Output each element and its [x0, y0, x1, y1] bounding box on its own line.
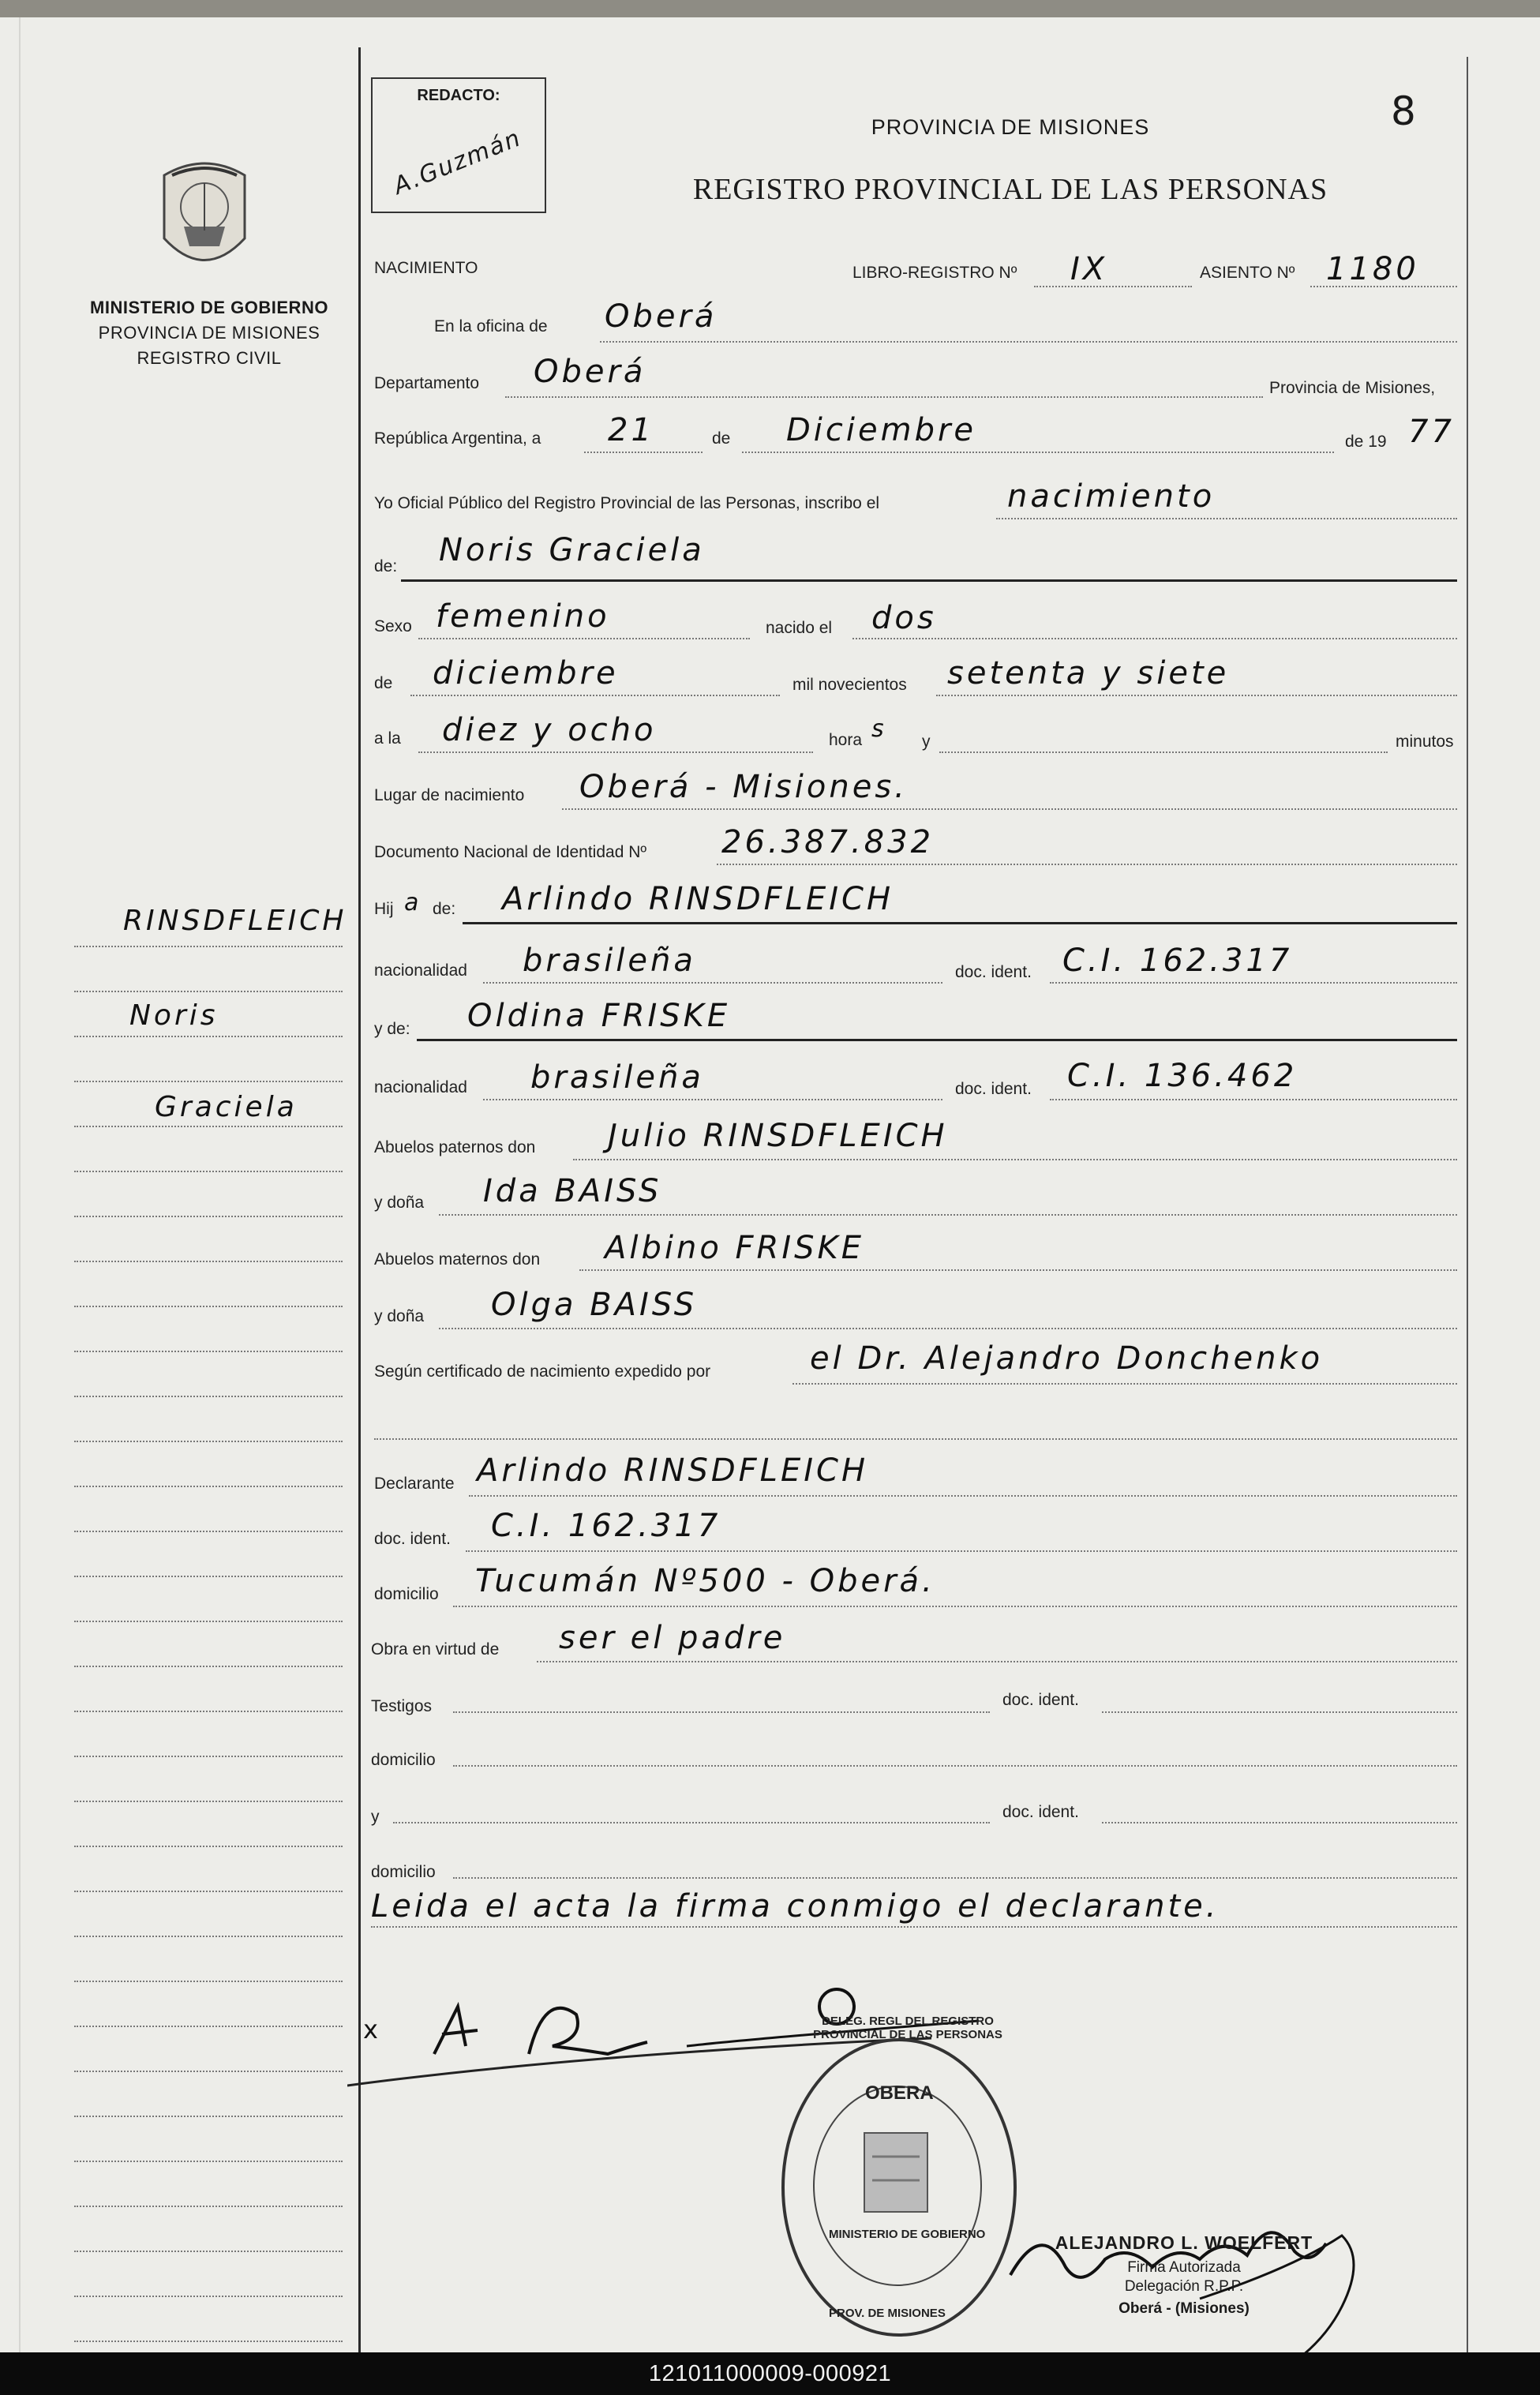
dotted-line: [439, 1214, 1457, 1216]
margin-dotted-line: [74, 1981, 343, 1982]
de-label-2: de: [374, 674, 393, 692]
nac-padre-value: brasileña: [523, 943, 696, 979]
anio-label: de 19: [1345, 433, 1387, 451]
minutos-label: minutos: [1396, 733, 1454, 751]
coat-of-arms-icon: [148, 152, 260, 286]
ministry-province: PROVINCIA DE MISIONES: [98, 323, 320, 343]
dotted-line: [936, 695, 1457, 696]
ministry-name: MINISTERIO DE GOBIERNO: [90, 298, 328, 317]
abuelo-pat-value: Julio RINSDFLEICH: [608, 1118, 948, 1154]
dotted-line: [600, 341, 1457, 343]
margin-dotted-line: [74, 1711, 343, 1712]
doc-decl-label: doc. ident.: [374, 1530, 451, 1548]
departamento-value: Oberá: [534, 354, 646, 390]
nac-madre-label: nacionalidad: [374, 1078, 467, 1096]
margin-dotted-line: [74, 1171, 343, 1172]
solid-line: [401, 579, 1457, 582]
domicilio-testigo1-label: domicilio: [371, 1751, 436, 1769]
doc-padre-label: doc. ident.: [955, 963, 1032, 981]
record-type-label: NACIMIENTO: [374, 259, 478, 277]
departamento-label: Departamento: [374, 374, 480, 392]
nacido-value: dos: [871, 600, 937, 636]
declarante-label: Declarante: [374, 1475, 455, 1493]
abuela-mat-value: Olga BAISS: [491, 1287, 698, 1323]
oficina-value: Oberá: [605, 298, 718, 335]
declarante-mark: x: [363, 2015, 381, 2045]
anio-value: 77: [1408, 414, 1455, 450]
dotted-line: [374, 1438, 1457, 1440]
hij-suffix: a: [404, 889, 422, 916]
dotted-line: [483, 1099, 942, 1100]
y-label: y: [922, 733, 931, 751]
redacto-box: [371, 77, 546, 213]
doc-decl-value: C.I. 162.317: [491, 1508, 721, 1544]
margin-dotted-line: [74, 1666, 343, 1667]
margin-dotted-line: [74, 2161, 343, 2162]
margin-dotted-line: [74, 2341, 343, 2342]
dotted-line: [483, 982, 942, 984]
domicilio-testigo2-label: domicilio: [371, 1863, 436, 1881]
margin-dotted-line: [74, 1891, 343, 1892]
page-edge-line: [19, 17, 21, 2352]
margin-dotted-line: [74, 1846, 343, 1847]
margin-dotted-line: [74, 1801, 343, 1802]
padre-value: Arlindo RINSDFLEICH: [502, 881, 894, 917]
certificado-value: el Dr. Alejandro Donchenko: [810, 1340, 1324, 1377]
dotted-line: [1034, 286, 1192, 287]
signatory-office: Delegación R.P.P.: [1124, 2278, 1244, 2295]
mes-value: Diciembre: [786, 412, 977, 448]
margin-dotted-line: [74, 2206, 343, 2207]
archive-code: 121011000009-000921: [0, 2352, 1540, 2395]
mes2-value: diciembre: [433, 655, 619, 692]
dotted-line: [1102, 1822, 1457, 1823]
stamp-emblem-icon: [852, 2125, 939, 2220]
redacto-value: A.Guzmán: [389, 124, 526, 201]
folio-number: 8: [1391, 88, 1416, 134]
doc-testigo1-label: doc. ident.: [1002, 1691, 1079, 1709]
margin-dotted-line: [74, 1351, 343, 1352]
margin-dotted-line: [74, 1576, 343, 1577]
oficina-label: En la oficina de: [434, 317, 548, 335]
ministry-registry: REGISTRO CIVIL: [137, 348, 282, 368]
right-margin-line: [1467, 57, 1468, 2362]
dotted-line: [1102, 1711, 1457, 1713]
dotted-line: [418, 751, 813, 753]
dotted-line: [579, 1269, 1457, 1271]
stamp-outer-text: DELEG. REGL DEL REGISTRO PROVINCIAL DE LAS PERSONAS: [813, 2015, 1002, 2041]
nacido-label: nacido el: [766, 619, 833, 637]
stamp-inner-text: MINISTERIO DE GOBIERNO: [829, 2228, 986, 2241]
margin-dotted-line: [74, 2116, 343, 2117]
margin-dotted-line: [74, 2296, 343, 2297]
doc-padre-value: C.I. 162.317: [1062, 943, 1293, 979]
hora-label: hora: [829, 731, 863, 749]
margin-dotted-line: [74, 1621, 343, 1622]
dotted-line: [742, 452, 1334, 453]
dotted-line: [469, 1495, 1457, 1497]
ala-value: diez y ocho: [442, 712, 657, 748]
sexo-value: femenino: [436, 598, 610, 635]
obra-value: ser el padre: [559, 1620, 786, 1656]
document-page: [0, 17, 1540, 2352]
margin-dotted-line: [74, 1216, 343, 1217]
ala-label: a la: [374, 729, 401, 748]
redacto-label: REDACTO:: [417, 87, 500, 104]
abuelo-mat-value: Albino FRISKE: [605, 1230, 865, 1266]
republica-label: República Argentina, a: [374, 429, 541, 448]
dotted-line: [562, 808, 1457, 810]
dni-label: Documento Nacional de Identidad Nº: [374, 843, 647, 861]
margin-dotted-line: [74, 1756, 343, 1757]
oficial-label: Yo Oficial Público del Registro Provincial de las Personas, inscribo el: [374, 494, 880, 512]
libro-label: LIBRO-REGISTRO Nº: [852, 264, 1017, 282]
testigos-label: Testigos: [371, 1697, 433, 1715]
dotted-line: [466, 1550, 1457, 1552]
hij-label: Hij: [374, 900, 394, 918]
dotted-line: [453, 1877, 1457, 1879]
libro-value: IX: [1070, 251, 1108, 287]
ydona-pat-label: y doña: [374, 1194, 425, 1212]
doc-madre-value: C.I. 136.462: [1067, 1058, 1298, 1094]
margin-dotted-line: [74, 991, 343, 992]
dotted-line: [393, 1822, 990, 1823]
mil-value: setenta y siete: [947, 655, 1230, 692]
header-province: PROVINCIA DE MISIONES: [871, 115, 1150, 139]
dotted-line: [418, 638, 750, 639]
ydona-mat-label: y doña: [374, 1307, 425, 1325]
signatory-location: Oberá - (Misiones): [1118, 2300, 1250, 2317]
mil-label: mil novecientos: [792, 676, 907, 694]
margin-dotted-line: [74, 1306, 343, 1307]
domicilio-decl-label: domicilio: [374, 1585, 439, 1603]
madre-value: Oldina FRISKE: [467, 998, 731, 1034]
oficial-value: nacimiento: [1007, 478, 1216, 515]
nac-padre-label: nacionalidad: [374, 961, 467, 980]
dotted-line: [453, 1765, 1457, 1767]
doc-testigo2-label: doc. ident.: [1002, 1803, 1079, 1821]
nombre-label: de:: [374, 557, 398, 575]
margin-nombre1: Noris: [129, 999, 219, 1032]
signatory-name: ALEJANDRO L. WOELFERT: [1055, 2232, 1313, 2253]
dotted-line: [584, 452, 703, 453]
solid-line: [463, 922, 1457, 924]
dotted-line: [453, 1606, 1457, 1607]
dotted-line: [1050, 982, 1457, 984]
dotted-line: [410, 695, 780, 696]
margin-dotted-line: [74, 2071, 343, 2072]
margin-apellido: RINSDFLEICH: [123, 905, 347, 937]
margin-dotted-line: [74, 1081, 343, 1082]
ministry-block: [63, 295, 355, 371]
declarante-value: Arlindo RINSDFLEICH: [477, 1452, 869, 1489]
margin-dotted-line: [74, 1396, 343, 1397]
dotted-line: [537, 1661, 1457, 1662]
stamp-city: OBERA: [865, 2082, 934, 2104]
sexo-label: Sexo: [374, 617, 412, 635]
dia-value: 21: [608, 412, 654, 448]
margin-nombre2: Graciela: [155, 1091, 298, 1123]
dotted-line: [573, 1159, 1457, 1160]
dotted-line: [996, 518, 1457, 519]
dotted-line: [505, 396, 1263, 398]
dotted-line: [1050, 1099, 1457, 1100]
nac-madre-value: brasileña: [530, 1059, 704, 1096]
lugar-value: Oberá - Misiones.: [579, 769, 908, 805]
signatory-role: Firma Autorizada: [1127, 2259, 1241, 2276]
margin-dotted-line: [74, 2026, 343, 2027]
provincia-label: Provincia de Misiones,: [1269, 379, 1436, 397]
margin-dotted-line: [74, 1486, 343, 1487]
dotted-line: [717, 864, 1457, 865]
asiento-value: 1180: [1326, 251, 1419, 287]
stamp-bottom-text: PROV. DE MISIONES: [829, 2307, 946, 2320]
doc-madre-label: doc. ident.: [955, 1080, 1032, 1098]
margin-dotted-line: [74, 1036, 343, 1037]
hij-de-label: de:: [433, 900, 456, 918]
domicilio-decl-value: Tucumán Nº500 - Oberá.: [475, 1563, 935, 1599]
solid-line: [417, 1039, 1457, 1041]
margin-dotted-line: [74, 2251, 343, 2252]
header-title: REGISTRO PROVINCIAL DE LAS PERSONAS: [692, 173, 1328, 206]
margin-dotted-line: [74, 1531, 343, 1532]
margin-dotted-line: [74, 1936, 343, 1937]
abuelos-mat-label: Abuelos maternos don: [374, 1250, 541, 1269]
abuelos-pat-label: Abuelos paternos don: [374, 1138, 536, 1156]
dni-value: 26.387.832: [721, 824, 935, 860]
y-testigo-label: y: [371, 1808, 380, 1826]
margin-dotted-line: [74, 946, 343, 947]
certificado-label: Según certificado de nacimiento expedido por: [374, 1362, 711, 1381]
dotted-line: [453, 1711, 990, 1713]
dotted-line: [852, 638, 1457, 639]
obra-label: Obra en virtud de: [371, 1640, 500, 1659]
yde-label: y de:: [374, 1020, 410, 1038]
dotted-line: [371, 1926, 1457, 1928]
abuela-pat-value: Ida BAISS: [483, 1173, 662, 1209]
margin-dotted-line: [74, 1441, 343, 1442]
leida-text: Leida el acta la firma conmigo el declarante.: [371, 1888, 1220, 1925]
nombre-value: Noris Graciela: [439, 532, 705, 568]
margin-dotted-line: [74, 1261, 343, 1262]
hora-value: s: [871, 715, 887, 743]
de-label: de: [712, 429, 731, 448]
dotted-line: [792, 1383, 1457, 1385]
dotted-line: [439, 1328, 1457, 1329]
lugar-label: Lugar de nacimiento: [374, 786, 525, 804]
dotted-line: [939, 751, 1388, 753]
margin-dotted-line: [74, 1126, 343, 1127]
asiento-label: ASIENTO Nº: [1200, 264, 1295, 282]
